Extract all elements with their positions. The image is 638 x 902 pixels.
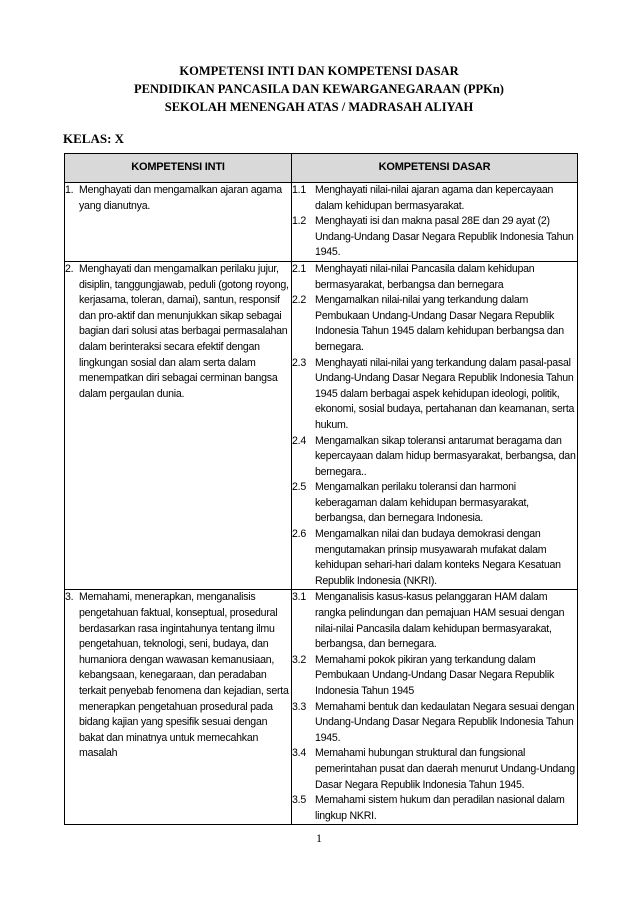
kd-item	[292, 700, 577, 747]
kd-number: 2.1	[292, 262, 306, 275]
kd-item	[292, 356, 577, 434]
document-title: KOMPETENSI INTI DAN KOMPETENSI DASAR	[179, 64, 459, 78]
table-header-row	[65, 154, 578, 183]
column-header-kd: KOMPETENSI DASAR	[292, 154, 578, 183]
page-number: 1	[316, 831, 322, 845]
ki-cell	[65, 261, 292, 589]
kd-number: 3.3	[292, 700, 306, 713]
kd-item	[292, 527, 577, 589]
kd-text: Menghayati nilai-nilai Pancasila dalam kehidupan bermasyarakat, berbangsa dan bernegara	[315, 262, 535, 291]
kd-number: 3.2	[292, 653, 306, 666]
kd-text: Memahami bentuk dan kedaulatan Negara sesuai dengan Undang-Undang Dasar Negara Republik Indonesia Tahun 1945.	[315, 700, 575, 744]
kd-item	[292, 480, 577, 527]
kd-item	[292, 793, 577, 824]
kd-text: Menghayati nilai-nilai yang terkandung dalam pasal-pasal Undang-Undang Dasar Negara Republik Indonesia Tahun 1945 dalam berbagai aspek kehidupan ideologi, politik, ekonomi, sosial budaya, pertahanan dan keamanan, serta hukum.	[315, 356, 575, 431]
kd-text: Mengamalkan sikap toleransi antarumat beragama dan kepercayaan dalam hidup bermasyarakat, berbangsa, dan bernegara..	[315, 434, 576, 478]
kd-text: Menghayati isi dan makna pasal 28E dan 29 ayat (2) Undang-Undang Dasar Negara Republik Indonesia Tahun 1945.	[315, 215, 574, 259]
table-row	[65, 183, 578, 262]
kd-cell	[292, 183, 578, 262]
document-school-level: SEKOLAH MENENGAH ATAS / MADRASAH ALIYAH	[164, 100, 474, 114]
kd-cell	[292, 261, 578, 589]
kd-text: Memahami sistem hukum dan peradilan nasional dalam lingkup NKRI.	[315, 794, 565, 822]
column-header-ki: KOMPETENSI INTI	[65, 154, 292, 183]
kd-cell	[292, 590, 578, 825]
kd-text: Mengamalkan perilaku toleransi dan harmoni keberagaman dalam kehidupan bermasyarakat, berbangsa, dan bernegara Indonesia.	[315, 481, 529, 525]
ki-cell	[65, 183, 292, 262]
competency-table	[64, 153, 578, 825]
table-row	[65, 261, 578, 589]
kd-text: Menganalisis kasus-kasus pelanggaran HAM dalam rangka pelindungan dan pemajuan HAM sesuai dengan nilai-nilai Pancasila dalam kehidupan bermasyarakat, berbangsa, dan bernegara.	[315, 591, 565, 651]
ki-number: 3.	[65, 591, 74, 604]
kd-text: Menghayati nilai-nilai ajaran agama dan kepercayaan dalam kehidupan bermasyarakat.	[315, 184, 554, 212]
kd-number: 3.1	[292, 591, 306, 604]
class-label: KELAS: X	[63, 131, 125, 146]
kd-item	[292, 434, 577, 481]
kd-item	[292, 293, 577, 355]
kd-number: 3.4	[292, 747, 306, 760]
kd-item	[292, 262, 577, 293]
kd-item	[292, 183, 577, 214]
kd-item	[292, 653, 577, 700]
kd-number: 3.5	[292, 794, 306, 807]
ki-cell	[65, 590, 292, 825]
kd-item	[292, 746, 577, 793]
kd-text: Mengamalkan nilai dan budaya demokrasi dengan mengutamakan prinsip musyawarah mufakat dalam kehidupan sehari-hari dalam konteks Negara Kesatuan Republik Indonesia (NKRI).	[315, 528, 561, 587]
ki-number: 2.	[65, 262, 74, 275]
ki-text: Menghayati dan mengamalkan ajaran agama yang dianutnya.	[79, 184, 282, 212]
ki-text: Memahami, menerapkan, menganalisis pengetahuan faktual, konseptual, prosedural berdasarkan rasa ingintahunya tentang ilmu pengetahuan, teknologi, seni, budaya, dan humaniora dengan wawasan kemanusiaan, kebangsaan, kenegaraan, dan peradaban terkait penyebab fenomena dan kejadian, serta menerapkan pengetahuan prosedural pada bidang kajian yang spesifik sesuai dengan bakat dan minatnya untuk memecahkan masalah	[79, 591, 289, 760]
table-row	[65, 590, 578, 825]
kd-number: 1.2	[292, 215, 306, 228]
kd-number: 2.6	[292, 528, 306, 541]
kd-number: 2.4	[292, 434, 306, 447]
document-subject: PENDIDIKAN PANCASILA DAN KEWARGANEGARAAN (PPKn)	[134, 82, 504, 96]
kd-item	[292, 590, 577, 652]
kd-number: 2.2	[292, 294, 306, 307]
ki-text: Menghayati dan mengamalkan perilaku jujur, disiplin, tanggungjawab, peduli (gotong royong, kerjasama, toleran, damai), santun, responsif dan pro-aktif dan menunjukkan sikap sebagai bagian dari solusi atas berbagai permasalahan dalam berinteraksi secara efektif dengan lingkungan sosial dan alam serta dalam menempatkan diri sebagai cerminan bangsa dalam pergaulan dunia.	[79, 262, 289, 400]
kd-text: Memahami hubungan struktural dan fungsional pemerintahan pusat dan daerah menurut Undang-Undang Dasar Negara Republik Indonesia Tahun 1945.	[315, 747, 575, 791]
kd-number: 1.1	[292, 184, 306, 196]
kd-text: Memahami pokok pikiran yang terkandung dalam Pembukaan Undang-Undang Dasar Negara Republik Indonesia Tahun 1945	[315, 653, 555, 697]
ki-number: 1.	[65, 184, 74, 196]
kd-number: 2.5	[292, 481, 306, 494]
kd-item	[292, 214, 577, 261]
kd-text: Mengamalkan nilai-nilai yang terkandung dalam Pembukaan Undang-Undang Dasar Negara Republik Indonesia Tahun 1945 dalam kehidupan berbangsa dan bernegara.	[315, 294, 564, 353]
kd-number: 2.3	[292, 356, 306, 369]
